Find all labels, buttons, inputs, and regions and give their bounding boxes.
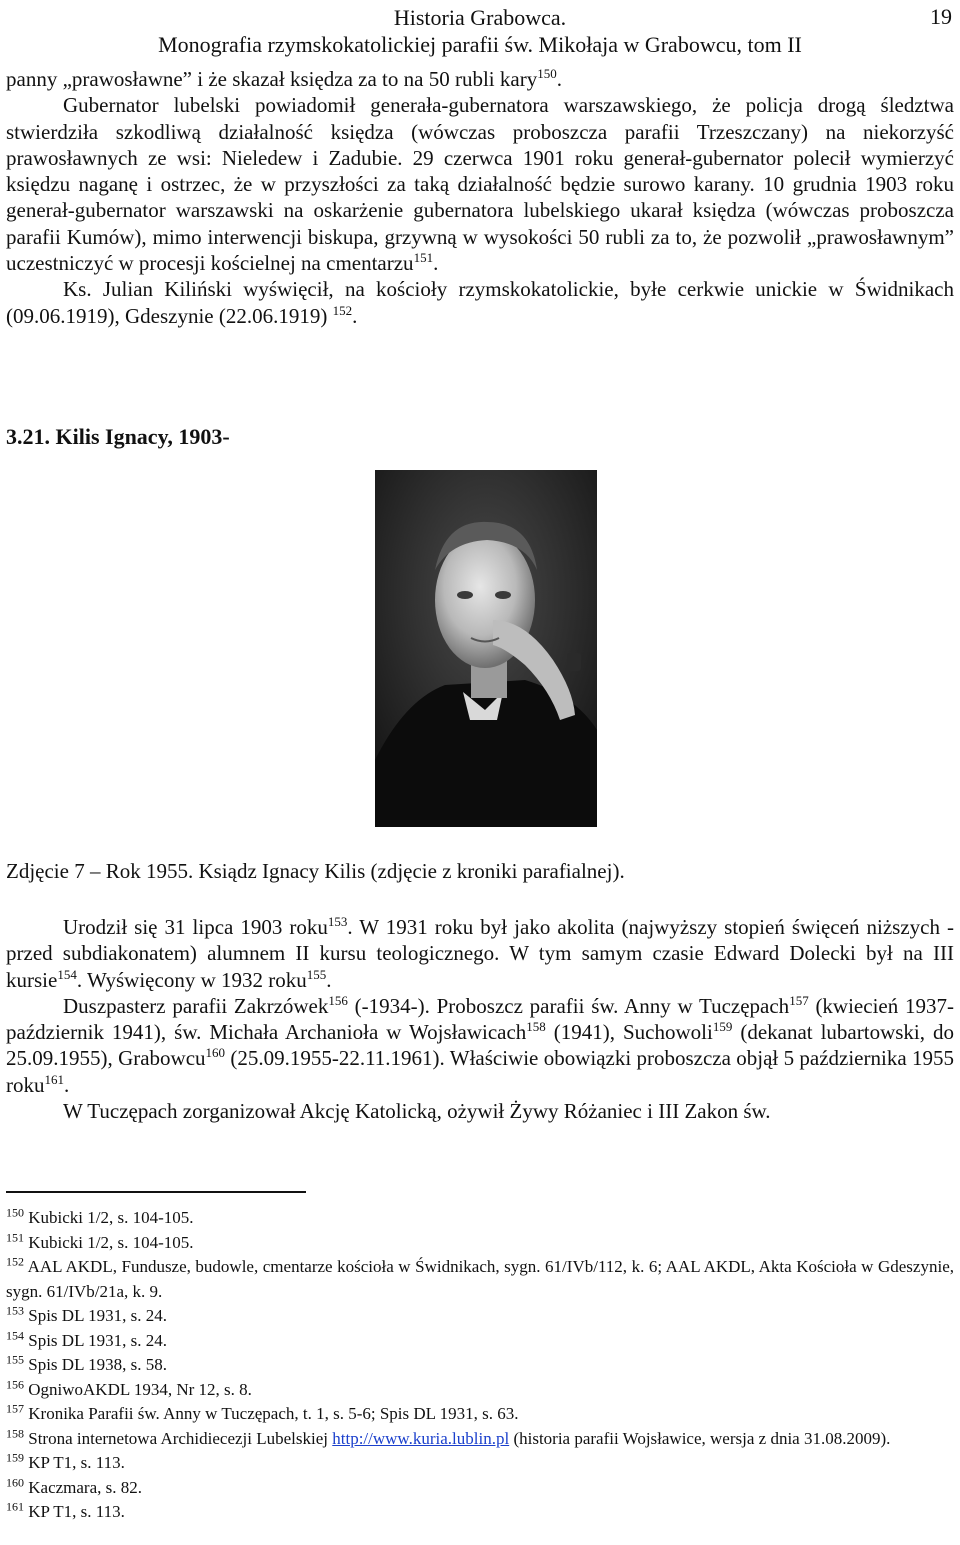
footnote-ref[interactable]: 154 [57,966,77,982]
footnote-156: $^{156}$ OgniwoAKDL 1934, Nr 12, s. 8. [6,1376,252,1399]
photo-caption: Zdjęcie 7 – Rok 1955. Ksiądz Ignacy Kilis (zdjęcie z kroniki parafialnej). [6,859,625,883]
footnote-160: $^{160}$ Kaczmara, s. 82. [6,1474,143,1497]
footnote-151: $^{151}$ Kubicki 1/2, s. 104-105. [6,1229,194,1252]
footnote-ref[interactable]: 157 [789,992,809,1008]
footnotes [6,1206,954,1525]
kuria-link[interactable]: http://www.kuria.lublin.pl [332,1428,510,1448]
footnote-separator [6,1191,306,1193]
portrait-illustration [375,470,597,827]
footnote-152: $^{152}$ AAL AKDL, Fundusze, budowle, cmentarze kościoła w Świdnikach, sygn. 61/IVb/112, k. 6; AAL AKDL, Akta Kościoła w Gdeszynie, sygn. 61/IVb/21a, k. 9. [6,1254,954,1301]
footnote-155: $^{155}$ Spis DL 1938, s. 58. [6,1352,167,1374]
footnote-ref[interactable]: 151 [413,250,434,266]
footnote-159: $^{159}$ KP T1, s. 113. [6,1450,125,1472]
biography-text [6,914,954,1124]
footnote-ref[interactable]: 160 [205,1045,226,1061]
intro-paragraph-3: Ks. Julian Kiliński wyświęcił, na kościoły rzymskokatolickie, byłe cerkwie unickie w Świdnikach (09.06.1919), Gdeszynie (22.06.1919) $^{152}$. [6,277,954,328]
footnote-ref[interactable]: 152 [332,302,353,318]
page-number: 19 [930,4,952,29]
footnote-153: $^{153}$ Spis DL 1931, s. 24. [6,1303,167,1325]
footnote-161: $^{161}$ KP T1, s. 113. [6,1499,125,1521]
bio-paragraph-3: W Tuczępach zorganizował Akcję Katolicką, ożywił Żywy Różaniec i III Zakon św. [63,1099,771,1124]
footnote-ref[interactable]: 156 [328,992,348,1008]
intro-paragraph-1: panny „prawosławne” i że skazał księdza za to na 50 rubli kary$^{150}$. [6,66,562,91]
footnote-ref[interactable]: 161 [44,1071,64,1087]
footnote-ref[interactable]: 153 [327,914,348,929]
footnote-154: $^{154}$ Spis DL 1931, s. 24. [6,1327,167,1350]
intro-text [6,66,954,329]
footnote-ref[interactable]: 158 [526,1019,546,1035]
section-heading: 3.21. Kilis Ignacy, 1903- [6,424,230,449]
footnote-150: $^{150}$ Kubicki 1/2, s. 104-105. [6,1205,194,1227]
footnote-ref[interactable]: 155 [306,966,327,982]
footnote-157: $^{157}$ Kronika Parafii św. Anny w Tuczępach, t. 1, s. 5-6; Spis DL 1931, s. 63. [6,1401,519,1423]
intro-paragraph-2: Gubernator lubelski powiadomił generała-gubernatora warszawskiego, że policja drogą śledztwa stwierdziła szkodliwą działalność księdza (wówczas proboszcza parafii Trzeszczany) na niekorzyść prawosławnych ze wsi: Nieledew i Zadubie. 29 czerwca 1901 roku generał-gubernator polecił wymierzyć księdzu naganę i ostrzec, że w przyszłości za taką działalność będzie surowo karany. 10 grudnia 1903 roku generał-gubernator warszawski na oskarżenie gubernatora lubelskiego ukarał księdza (wówczas proboszcza parafii Kumów), mimo interwencji biskupa, grzywną w wysokości 50 rubli za to, że pozwolił „prawosławnym” uczestniczyć w procesji kościelnej na cmentarzu$^{151}$. [6,93,954,276]
header-subtitle: Monografia rzymskokatolickiej parafii św. Mikołaja w Grabowcu, tom II [158,32,802,57]
footnote-ref[interactable]: 150 [537,66,557,81]
footnote-158: $^{158}$ Strona internetowa Archidiecezji Lubelskiej http://www.kuria.lublin.pl (historia parafii Wojsławice, wersja z dnia 31.08.2009). [6,1425,891,1448]
portrait-photo [375,470,597,827]
bio-paragraph-2: Duszpasterz parafii Zakrzówek$^{156}$ (-1934-). Proboszcz parafii św. Anny w Tuczępach$^{157}$ (kwiecień 1937-październik 1941), św. Michała Archanioła w Wojsławicach$^{158}$ (1941), Suchowoli$^{159}$ (dekanat lubartowski, do 25.09.1955), Grabowcu$^{160}$ (25.09.1955-22.11.1961). Właściwie obowiązki proboszcza objął 5 października 1955 roku$^{161}$. [6,992,954,1097]
footnote-ref[interactable]: 159 [712,1019,733,1035]
bio-paragraph-1: Urodził się 31 lipca 1903 roku$^{153}$. W 1931 roku był jako akolita (najwyższy stopień święceń niższych - przed subdiakonatem) alumnem II kursu teologicznego. W tym samym czasie Edward Dolecki był na III kursie$^{154}$. Wyświęcony w 1932 roku$^{155}$. [6,914,955,992]
running-header [0,4,960,58]
header-title: Historia Grabowca. [393,5,567,30]
